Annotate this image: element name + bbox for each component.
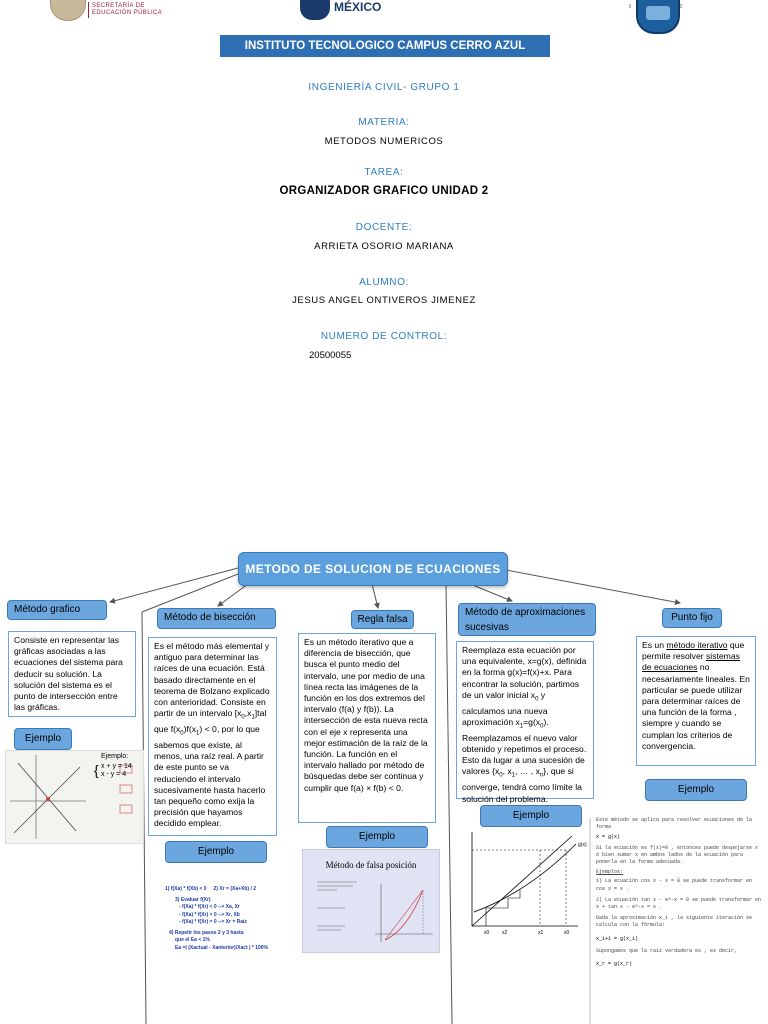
- institute-banner: INSTITUTO TECNOLOGICO CAMPUS CERRO AZUL: [220, 35, 550, 57]
- biseccion-example-steps: 1) f(Xa) * f(Xb) < 0 2) Xr = (Xa+Xb) / 2 3) Evaluar f(Xr) - f(Xa) * f(Xr) < 0 --> Xa, Xr - f(Xa) * f(Xr) > 0 --> Xr, Xb - f(Xa) * f(Xr) = 0 --> Xr = Raiz 4) Repetir los pasos 2 y 3 hasta que el Ea < 1% Ea =| (Xactual - Xanterior)/Xact | * 100%: [165, 886, 268, 951]
- task-value: ORGANIZADOR GRAFICO UNIDAD 2: [279, 185, 489, 197]
- regla-falsa-example-image: [302, 849, 440, 953]
- svg-text:g(x): g(x): [578, 842, 587, 848]
- biseccion-description: Es el método más elemental y antiguo para determinar las raíces de una ecuación. Está basado directamente en el teorema de Bolzano explicado con anterioridad. Consiste en partir de un intervalo $[x_0,x_1]tal$ que $f(x_0)f(x_1) < 0$, por lo que sabemos que existe, al menos, una raíz real. A partir de este punto se va reduciendo el intervalo sucesivamente hasta hacerlo tan pequeño como exija la precisión que hayamos decidido emplear.: [148, 637, 277, 836]
- punto-fijo-heading: Punto fijo: [662, 608, 722, 628]
- punto-fijo-description: Es un método iterativo que permite resolver sistemas de ecuaciones no necesariamente lineales. En particular se puede utilizar para determinar raíces de una función de la forma , siempre y cuando se cumplan los criterios de convergencia.: [636, 636, 756, 766]
- grafico-brace: {: [94, 762, 99, 778]
- aproximaciones-description: Reemplaza esta ecuación por una equivalente, x=g(x), definida en la forma g(x)=f(x)+x. Para encontrar la solución, partimos de un valor inicial $x_0$ y calculamos una nueva aproximación $x_1=g(x_0)$. Reemplazamos el nuevo valor obtenido y repetimos el proceso. Esto da lugar a una sucesión de valores {$x_0$, $x_1$, … , $x_n$}, que si converge, tendrá como límite la solución del problema.: [456, 641, 594, 799]
- task-heading: TAREA:: [364, 167, 404, 178]
- teacher-value: ARRIETA OSORIO MARIANA: [314, 241, 454, 252]
- regla-falsa-example-plot: [303, 850, 439, 952]
- regla-falsa-example-label: Ejemplo: [326, 826, 428, 848]
- teacher-heading: DOCENTE:: [355, 222, 413, 233]
- grafico-heading: Método grafico: [7, 600, 107, 620]
- aproximaciones-heading: Método de aproximaciones sucesivas: [458, 603, 596, 636]
- regla-falsa-heading: Regla falsa: [351, 610, 414, 629]
- control-value: 20500055: [309, 350, 352, 361]
- mexico-logo-text: MÉXICO: [334, 0, 382, 14]
- shield-side-text-right: •••: [679, 4, 684, 9]
- shield-side-text-left: •••: [628, 4, 633, 9]
- svg-text:x2: x2: [502, 930, 508, 936]
- punto-fijo-example-text: Este método se aplica para resolver ecuaciones de la forma x = g(x) Si la ecuación es f(x)=0 , entonces puede despejarse x ó bien sumar x en ambos lados de la ecuación para ponerla en la forma adecuada. Ejemplos: 1) La ecuación cos x - x = 0 se puede transformar en cos x = x . 2) La ecuación tan x - e^-x = 0 se puede transformar en x + tan x - e^-x = x . Dada la aproximación x_i , la siguiente iteración se calcula con la fórmula: x_i+1 = g(x_i) Supongamos que la raíz verdadera es , es decir, x_r = g(x_r): [596, 817, 762, 968]
- control-heading: NUMERO DE CONTROL:: [320, 331, 448, 342]
- sep-logo-text: SECRETARÍA DE EDUCACIÓN PÚBLICA: [92, 3, 163, 16]
- biseccion-example-label: Ejemplo: [165, 841, 267, 863]
- student-value: JESUS ANGEL ONTIVEROS JIMENEZ: [292, 295, 476, 306]
- regla-falsa-description: Es un método iterativo que a diferencia de bisección, que busca el punto medio del intervalo, une por medio de una línea recta las imágenes de la función en los dos extremos del intervalo (f(a) y f(b)). La intersección de esta nueva recta con el eje x representa una mejor estimación de la raíz de la función. La función en el intervalo hallado por método de búsquedas debe ser continua y cumplir que f(a) × f(b) < 0.: [298, 633, 436, 823]
- biseccion-heading: Método de bisección: [157, 608, 276, 629]
- grafico-example-caption: Ejemplo:: [101, 753, 129, 760]
- grafico-example-label: Ejemplo: [14, 728, 72, 750]
- subject-heading: MATERIA:: [358, 117, 410, 128]
- grafico-example-image: [5, 750, 144, 844]
- diagram-title: METODO DE SOLUCION DE ECUACIONES: [238, 552, 508, 586]
- grafico-description: Consiste en representar las gráficas asociadas a las ecuaciones del sistema para deducir su solución. La solución del sistema es el punto de intersección entre las gráficas.: [8, 631, 136, 717]
- subject-value: METODOS NUMERICOS: [324, 136, 444, 147]
- svg-text:x0: x0: [484, 930, 490, 936]
- career-label: INGENIERÍA CIVIL- GRUPO 1: [308, 82, 460, 93]
- svg-text:x0: x0: [564, 930, 570, 936]
- student-heading: ALUMNO:: [359, 277, 409, 288]
- aproximaciones-example-plot: [458, 828, 588, 938]
- grafico-example-equations: x + y = 14 x - y = 4: [101, 763, 132, 778]
- punto-fijo-example-label: Ejemplo: [645, 779, 747, 801]
- svg-text:x1: x1: [538, 930, 544, 936]
- regla-falsa-example-title: Método de falsa posición: [325, 860, 417, 870]
- aproximaciones-example-label: Ejemplo: [480, 805, 582, 827]
